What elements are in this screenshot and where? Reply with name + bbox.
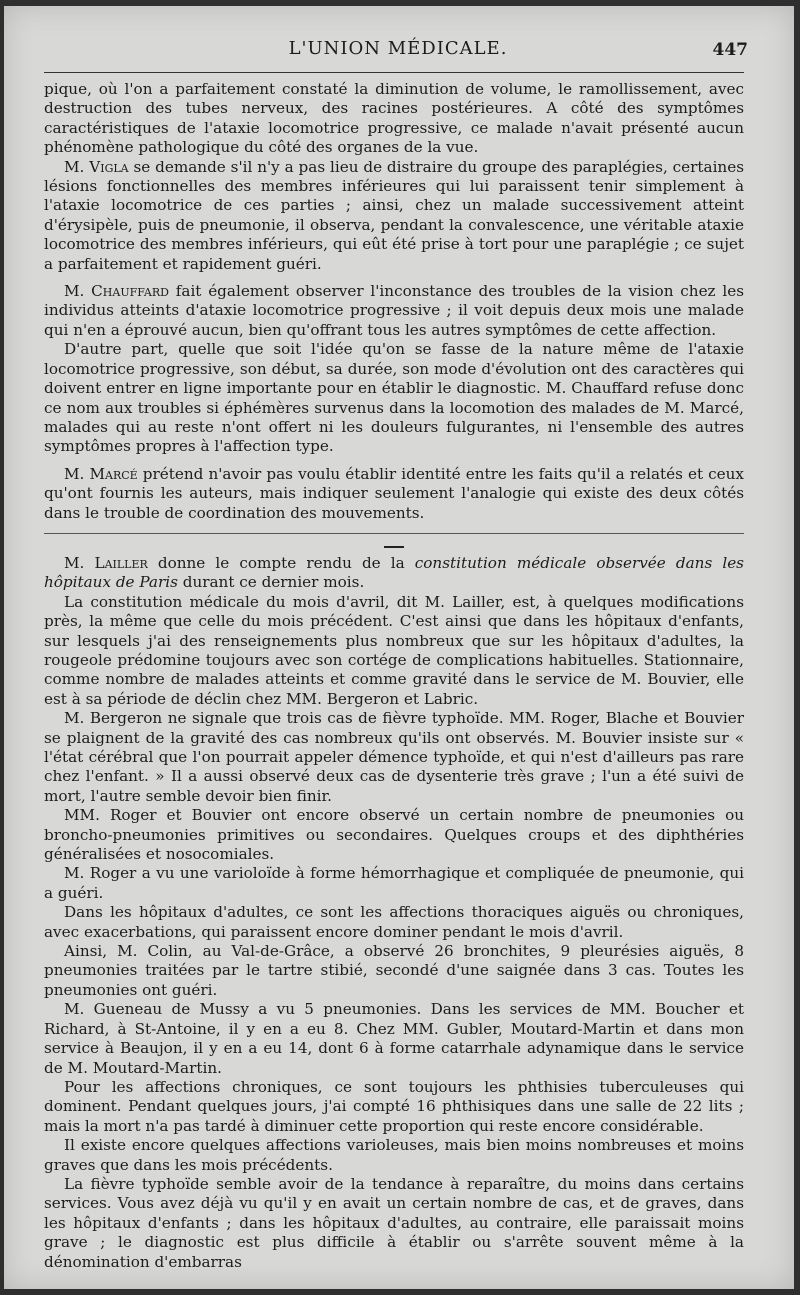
paragraph: La constitution médicale du mois d'avril, dit M. Lailler, est, à quelques modifications près, la même que celle du mois précédent. C'est ainsi que dans les hôpitaux d'enfants, sur lesquels j'ai des renseignements plus nombreux que sur les hôpitaux d'adultes, la rougeole prédomine toujours avec son cortége de complications habituelles. Stationnaire, comme nombre de malades atteints et comme gravité dans le service de M. Bouvier, elle est à sa période de déclin chez MM. Bergeron et Labric. (44, 592, 744, 708)
paragraph: M. Gueneau de Mussy a vu 5 pneumonies. Dans les services de MM. Boucher et Richard, à St-Antoine, il y en a eu 8. Chez MM. Gubler, Moutard-Martin et dans mon service à Beaujon, il y en a eu 14, dont 6 à forme catarrhale adynamique dans le service de M. Moutard-Martin. (44, 1000, 744, 1077)
paragraph: M. Roger a vu une varioloïde à forme hémorrhagique et compliquée de pneumonie, qui a guéri. (44, 864, 744, 902)
paragraph-text: se demande s'il n'y a pas lieu de distraire du groupe des paraplégies, certaines lésions fonctionnelles des membres inférieures qui lui paraissent tenir simplement à l'ataxie locomotrice de ces parties ; ainsi, chez un malade successivement atteint d'érysipèle, puis de pneumonie, il observa, pendant la convalescence, une véritable ataxie locomotrice des membres inférieurs, qui eût été prise à tort pour une paraplégie ; ce sujet a parfaitement et rapidement guéri. (44, 157, 744, 273)
paragraph: MM. Roger et Bouvier ont encore observé un certain nombre de pneumonies ou broncho-pneumonies primitives ou secondaires. Quelques croups et des diphthéries généralisées et nosocomiales. (44, 806, 744, 864)
paragraph-marce (44, 465, 744, 523)
italic-title: constitution médicale observée dans les hôpitaux de Paris (44, 553, 744, 592)
paragraph-lailler (44, 554, 744, 593)
paragraph: Ainsi, M. Colin, au Val-de-Grâce, a observé 26 bronchites, 9 pleurésies aiguës, 8 pneumonies traitées par le tartre stibié, secondé d'une saignée dans 3 cas. Toutes les pneumonies ont guéri. (44, 942, 744, 999)
page-number: 447 (712, 40, 748, 60)
paragraph-text: fait également observer l'inconstance des troubles de la vision chez les individus atteints d'ataxie locomotrice progressive ; il voit depuis deux mois une malade qui n'en a éprouvé aucun, bien qu'offrant tous les autres symptômes de cette affection. (44, 282, 744, 339)
paragraph: Pour les affections chroniques, ce sont toujours les phthisies tuberculeuses qui dominent. Pendant quelques jours, j'ai compté 16 phthisiques dans une salle de 22 lits ; mais la mort n'a pas tardé à diminuer cette proportion qui reste encore considérable. (44, 1077, 744, 1135)
header-rule (44, 72, 744, 73)
running-head: L'UNION MÉDICALE. (288, 38, 508, 59)
speaker-name: M. Lailler (64, 553, 148, 572)
paragraph-chauffard-cont: D'autre part, quelle que soit l'idée qu'on se fasse de la nature même de l'ataxie locomotrice progressive, son début, sa durée, son mode d'évolution ont des caractères qui doivent entrer en ligne importante pour en établir le diagnostic. M. Chauffard refuse donc ce nom aux troubles si éphémères survenus dans la locomotion des malades de M. Marcé, malades qui au reste n'ont offert ni les douleurs fulgurantes, ni l'ensemble des autres symptômes propres à l'affection type. (44, 340, 744, 456)
paragraph-chauffard (44, 282, 744, 340)
paragraph-continuation: pique, où l'on a parfaitement constaté la diminution de volume, le ramollissement, avec destruction des tubes nerveux, des racines postérieures. A côté des symptômes caractéristiques de l'ataxie locomotrice progressive, ce malade n'avait présenté aucun phénomène pathologique du côté des organes de la vue. (44, 80, 744, 157)
paragraph-text: prétend n'avoir pas voulu établir identité entre les faits qu'il a relatés et ceux qu'ont fournis les auteurs, mais indiquer seulement l'analogie qui existe des deux côtés dans le trouble de coordination des mouvements. (44, 464, 744, 522)
speaker-name: M. Vigla (64, 157, 129, 176)
section-rule (44, 533, 744, 534)
paragraph-vigla (44, 158, 744, 274)
paragraph: Il existe encore quelques affections varioleuses, mais bien moins nombreuses et moins graves que dans les mois précédents. (44, 1136, 744, 1174)
paragraph: Dans les hôpitaux d'adultes, ce sont les affections thoraciques aiguës ou chroniques, avec exacerbations, qui paraissent encore dominer pendant le mois d'avril. (44, 903, 744, 941)
article-body (44, 80, 744, 1272)
speaker-name: M. Chauffard (64, 282, 169, 301)
speaker-name: M. Marcé (64, 464, 138, 483)
page-header (48, 36, 748, 70)
paragraph-text: durant ce dernier mois. (177, 573, 365, 592)
paragraph-text: donne le compte rendu de la (147, 553, 415, 572)
section-dash (384, 546, 404, 548)
paragraph: M. Bergeron ne signale que trois cas de fièvre typhoïde. MM. Roger, Blache et Bouvier se plaignent de la gravité des cas nombreux qu'ils ont observés. M. Bouvier insiste sur « l'état cérébral que l'on pourrait appeler démence typhoïde, et qui n'est d'ailleurs pas rare chez l'enfant. » Il a aussi observé deux cas de dysenterie très grave ; l'un a été suivi de mort, l'autre semble devoir bien finir. (44, 709, 744, 805)
paragraph: La fièvre typhoïde semble avoir de la tendance à reparaître, du moins dans certains services. Vous avez déjà vu qu'il y en avait un certain nombre de cas, et de graves, dans les hôpitaux d'enfants ; dans les hôpitaux d'adultes, au contraire, elle paraissait moins grave ; le diagnostic est plus difficile à établir ou s'arrête souvent même à la dénomination d'embarras (44, 1174, 744, 1271)
